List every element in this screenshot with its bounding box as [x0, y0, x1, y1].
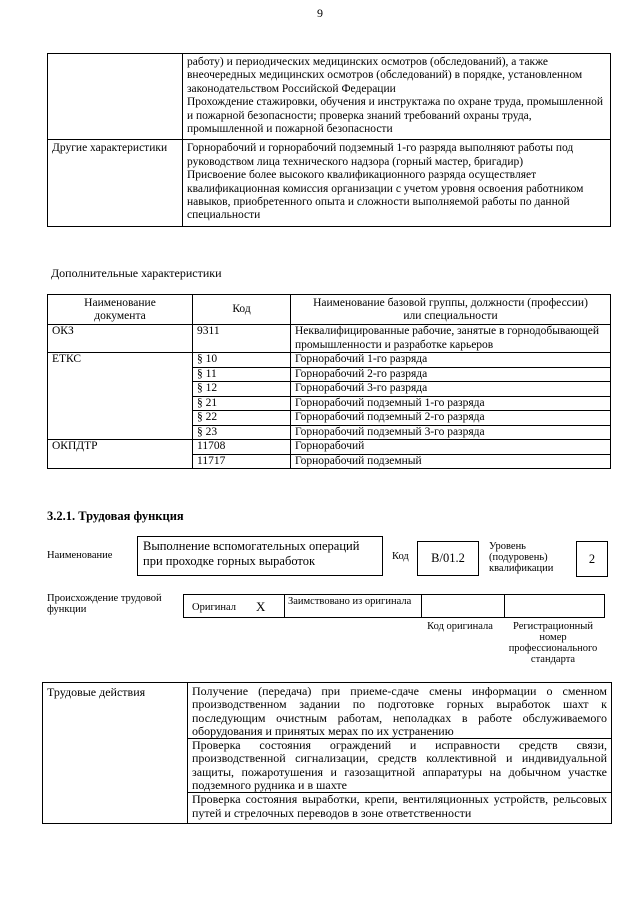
name-cell: Горнорабочий 1-го разряда — [291, 353, 611, 368]
col-header-code: Код — [193, 295, 291, 325]
name-cell: Горнорабочий подземный 2-го разряда — [291, 411, 611, 426]
code-cell: § 11 — [193, 367, 291, 382]
paragraph: Горнорабочий и горнорабочий подземный 1-го разряда выполняют работы под руководством лица технического надзора (горный мастер, бригадир) — [187, 142, 574, 168]
table-row — [48, 396, 611, 411]
doc-cell — [48, 396, 193, 411]
actions-label: Трудовые действия — [43, 683, 188, 824]
doc-cell — [48, 382, 193, 397]
name-label: Наименование — [47, 550, 113, 561]
origin-box — [183, 594, 605, 618]
code-cell: § 12 — [193, 382, 291, 397]
code-cell: 9311 — [193, 325, 291, 353]
col-header-name: Наименование базовой группы, должности (профессии) или специальности — [291, 295, 611, 325]
doc-cell — [48, 411, 193, 426]
doc-cell — [48, 367, 193, 382]
name-cell: Горнорабочий 2-го разряда — [291, 367, 611, 382]
table-header-row — [48, 295, 611, 325]
name-cell: Горнорабочий 3-го разряда — [291, 382, 611, 397]
name-cell: Горнорабочий подземный 3-го разряда — [291, 425, 611, 440]
action-item: Проверка состояния ограждений и исправности средств связи, производственной сигнализации, средств коллективной и индивидуальной защиты, пожаротушения и газозащитной аппаратуры на добычном участке подземного рудника и в шахте — [188, 738, 611, 792]
borrowed-label: Заимствовано из оригинала — [288, 596, 412, 607]
name-cell: Горнорабочий подземный 1-го разряда — [291, 396, 611, 411]
code-cell: § 22 — [193, 411, 291, 426]
table-row — [48, 367, 611, 382]
table-row — [48, 140, 611, 226]
original-label: Оригинал — [192, 602, 236, 613]
level-label: Уровень (подуровень) квалификации — [489, 541, 554, 574]
origin-label: Происхождение трудовой функции — [47, 593, 162, 615]
code-cell: 11708 — [193, 440, 291, 455]
row-content — [183, 140, 611, 226]
code-cell: § 21 — [193, 396, 291, 411]
additional-title: Дополнительные характеристики — [51, 266, 222, 280]
table-row — [43, 683, 612, 824]
original-mark: X — [256, 599, 266, 614]
row-label — [48, 54, 183, 140]
table-row — [48, 440, 611, 455]
code-original-label: Код оригинала — [427, 621, 493, 632]
level-box — [576, 541, 608, 577]
function-name-box — [137, 536, 383, 576]
code-cell: § 23 — [193, 425, 291, 440]
doc-cell: ЕТКС — [48, 353, 193, 368]
function-code: В/01.2 — [431, 551, 465, 565]
paragraph: работу) и периодических медицинских осмотров (обследований), а также внеочередных медицинских осмотров (обследований) в порядке, установленном законодательством Российской Федерации — [187, 56, 583, 95]
labor-actions-table — [42, 682, 612, 824]
action-item: Получение (передача) при приеме-сдаче смены информации о сменном производственном задании по подготовке горных выработок шахт к последующим очистным работам, неполадках в работе обслуживаемого оборудования и принятых мерах по их устранению — [192, 684, 607, 738]
row-content — [183, 54, 611, 140]
paragraph: Присвоение более высокого квалификационного разряда осуществляет квалификационная комиссия организации с учетом уровня освоения работником навыков, приобретенного опыта и сложности выполняемой работы по данной специальности — [187, 169, 584, 222]
row-label: Другие характеристики — [48, 140, 183, 226]
divider — [421, 594, 422, 618]
doc-cell: ОКЗ — [48, 325, 193, 353]
paragraph: Прохождение стажировки, обучения и инструктажа по охране труда, промышленной и пожарной безопасности; проверка знаний требований охраны труда, промышленной и пожарной безопасности — [187, 96, 604, 136]
code-label: Код — [392, 551, 409, 562]
reg-number-label: Регистрационный номер профессионального стандарта — [508, 621, 598, 665]
table-row — [48, 454, 611, 469]
name-cell: Горнорабочий — [291, 440, 611, 455]
col-header-document: Наименование документа — [48, 295, 193, 325]
code-cell: § 10 — [193, 353, 291, 368]
function-code-box — [417, 541, 479, 576]
function-name: Выполнение вспомогательных операций при проходке горных выработок — [143, 539, 360, 568]
table-row — [48, 54, 611, 140]
top-requirements-table — [47, 53, 611, 227]
name-cell: Неквалифицированные рабочие, занятые в горнодобывающей промышленности и разработке карьеров — [291, 325, 611, 353]
level-value: 2 — [588, 551, 596, 566]
table-row — [48, 353, 611, 368]
doc-cell: ОКПДТР — [48, 440, 193, 455]
doc-cell — [48, 425, 193, 440]
actions-content — [188, 683, 612, 824]
table-row — [48, 425, 611, 440]
name-cell: Горнорабочий подземный — [291, 454, 611, 469]
action-item: Проверка состояния выработки, крепи, вентиляционных устройств, рельсовых путей и стрелочных переводов в зоне ответственности — [188, 792, 611, 820]
additional-table — [47, 294, 611, 469]
divider — [284, 594, 285, 618]
doc-cell — [48, 454, 193, 469]
page-number: 9 — [317, 6, 323, 20]
table-row — [48, 325, 611, 353]
divider — [504, 594, 505, 618]
table-row — [48, 411, 611, 426]
code-cell: 11717 — [193, 454, 291, 469]
table-row — [48, 382, 611, 397]
section-title: 3.2.1. Трудовая функция — [47, 509, 184, 523]
